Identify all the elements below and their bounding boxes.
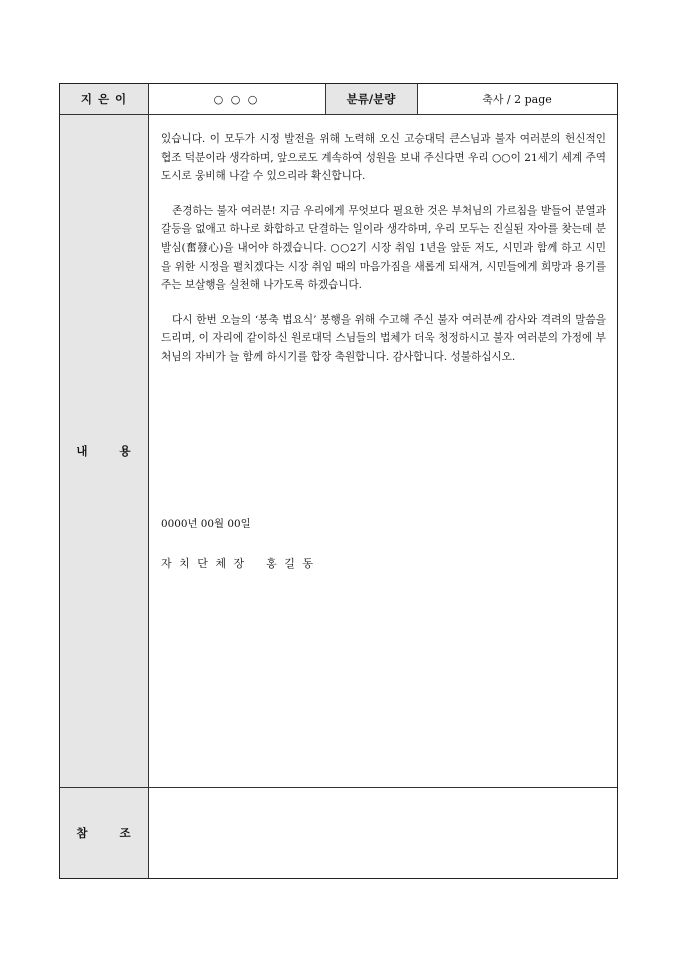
body-paragraph-3: 다시 한번 오늘의 ‘봉축 법요식’ 봉행을 위해 수고해 주신 불자 여러분께 감사와 격려의 말씀을 드리며, 이 자리에 같이하신 원로대덕 스님들의 법체가 더욱 청정하시고 불자 여러분의 가정에 부처님의 자비가 늘 함께 하시기를 합장 축원합니다. 감사합니다. 성불하십시오.	[161, 313, 606, 363]
content-label: 내 용	[76, 443, 132, 458]
signature-line	[161, 555, 313, 571]
label-column-divider	[148, 84, 149, 878]
signer-title: 자 치 단 체 장	[161, 557, 245, 570]
body-paragraph-1: 있습니다. 이 모두가 시정 발전을 위해 노력해 오신 고승대덕 큰스님과 불자 여러분의 헌신적인 협조 덕분이라 생각하며, 앞으로도 계속하여 성원을 보내 주신다면 우리 ○○이 21세기 세계 주역도시로 웅비해 나갈 수 있으리라 확신합니다.	[161, 133, 606, 183]
speech-body	[161, 130, 606, 383]
author-label: 지 은 이	[80, 92, 128, 106]
author-value: ○ ○ ○	[213, 92, 260, 106]
speech-date: 0000년 00월 00일	[161, 518, 251, 530]
body-paragraph-2: 존경하는 불자 여러분! 지금 우리에게 무엇보다 필요한 것은 부처님의 가르침을 받들어 분열과 갈등을 없애고 하나로 화합하고 단결하는 일이라 생각하며, 우리 모두는 진실된 자아를 찾는데 분발심(奮發心)을 내어야 하겠습니다. ○○2기 시장 취임 1년을 앞둔 저도, 시민과 함께 하고 시민을 위한 시정을 펼치겠다는 시장 취임 때의 마음가짐을 새롭게 되새겨, 시민들에게 희망과 용기를 주는 보살행을 실천해 나가도록 하겠습니다.	[161, 204, 606, 292]
reference-label: 참 조	[76, 825, 132, 840]
category-value: 축사 / 2 page	[482, 93, 552, 106]
signer-name: 홍 길 동	[266, 557, 313, 570]
category-label: 분류/분량	[346, 92, 396, 106]
